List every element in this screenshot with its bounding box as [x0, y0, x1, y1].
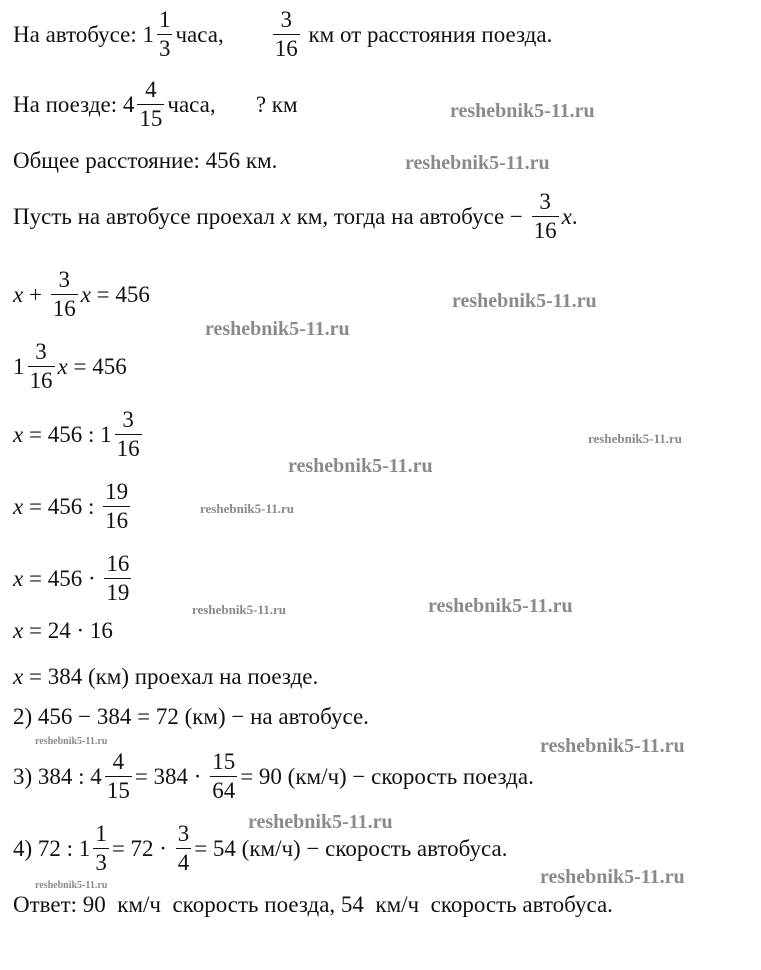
watermark: reshebnik5-11.ru — [450, 100, 595, 122]
watermark: reshebnik5-11.ru — [35, 880, 108, 891]
fraction — [273, 8, 300, 61]
denominator: 4 — [177, 850, 190, 876]
denominator: 16 — [116, 436, 140, 462]
variable: x — [80, 281, 91, 307]
text: 2) 456 − 384 = 72 (км) − на автобусе. — [13, 704, 369, 729]
text: = 384 (км) проехал на поезде. — [23, 664, 319, 689]
fraction — [176, 822, 192, 875]
text: часа, — [175, 21, 270, 47]
solution-line — [13, 148, 277, 174]
text: = 456 — [67, 353, 127, 379]
fraction — [532, 190, 559, 243]
solution-line — [13, 78, 298, 131]
watermark: reshebnik5-11.ru — [588, 431, 683, 446]
watermark: reshebnik5-11.ru — [540, 735, 685, 757]
text: = 72 · — [111, 835, 173, 861]
solution-line — [13, 480, 133, 533]
text: = 456 · — [23, 565, 102, 591]
numerator: 4 — [145, 77, 157, 102]
numerator: 3 — [539, 189, 551, 214]
text: Общее расстояние: 456 км. — [13, 148, 278, 173]
text: На поезде: 4 — [13, 91, 135, 117]
numerator: 3 — [280, 7, 292, 32]
solution-line — [13, 892, 613, 918]
numerator: 16 — [106, 551, 130, 576]
watermark: reshebnik5-11.ru — [405, 152, 550, 174]
numerator: 3 — [122, 407, 134, 432]
denominator: 16 — [52, 296, 76, 322]
numerator: 1 — [158, 7, 171, 32]
watermark: reshebnik5-11.ru — [200, 501, 295, 516]
variable: x — [13, 281, 24, 307]
text: Пусть на автобусе проехал — [13, 203, 281, 229]
denominator: 16 — [105, 508, 129, 534]
watermark: reshebnik5-11.ru — [35, 736, 108, 747]
numerator: 19 — [105, 479, 129, 504]
text: = 384 · — [134, 763, 208, 789]
variable: x — [13, 618, 24, 643]
watermark: reshebnik5-11.ru — [428, 595, 573, 617]
fraction — [93, 822, 109, 875]
numerator: 4 — [112, 749, 125, 774]
text: = 90 (км/ч) − скорость поезда. — [240, 763, 534, 789]
text: км от расстояния поезда. — [302, 21, 553, 47]
watermark: reshebnik5-11.ru — [540, 866, 685, 888]
denominator: 16 — [274, 36, 298, 62]
text: часа, ? км — [167, 91, 298, 117]
variable: x — [13, 421, 24, 447]
text: 1 — [13, 353, 25, 379]
solution-line — [13, 552, 134, 605]
denominator: 3 — [95, 850, 107, 876]
text: = 456 : — [23, 493, 101, 519]
text: = 54 (км/ч) − скорость автобуса. — [194, 835, 508, 861]
variable: x — [280, 203, 291, 229]
text: = 456 : 1 — [23, 421, 112, 447]
text: Ответ: 90 км/ч скорость поезда, 54 км/ч скорость автобуса. — [13, 892, 613, 917]
denominator: 15 — [139, 106, 163, 132]
watermark: reshebnik5-11.ru — [452, 290, 597, 312]
solution-line — [13, 268, 150, 321]
variable: x — [561, 203, 572, 229]
watermark: reshebnik5-11.ru — [192, 602, 287, 617]
denominator: 16 — [29, 368, 53, 394]
solution-line — [13, 340, 127, 393]
denominator: 15 — [106, 778, 130, 804]
text: = 24 · 16 — [23, 618, 113, 643]
text: На автобусе: 1 — [13, 21, 154, 47]
numerator: 3 — [58, 267, 70, 292]
text: = 456 — [90, 281, 150, 307]
text: 3) 384 : 4 — [13, 763, 102, 789]
watermark: reshebnik5-11.ru — [205, 318, 350, 340]
variable: x — [13, 493, 24, 519]
denominator: 3 — [158, 36, 171, 62]
fraction — [210, 750, 237, 803]
numerator: 3 — [177, 821, 190, 846]
text: . — [571, 203, 578, 229]
fraction — [28, 340, 55, 393]
solution-line — [13, 750, 534, 803]
fraction — [103, 480, 130, 533]
watermark: reshebnik5-11.ru — [288, 455, 433, 477]
fraction — [104, 552, 131, 605]
solution-line — [13, 704, 369, 730]
fraction — [157, 8, 173, 61]
fraction — [51, 268, 78, 321]
variable: x — [13, 664, 24, 689]
variable: x — [13, 565, 24, 591]
solution-line — [13, 8, 552, 61]
fraction — [105, 750, 132, 803]
text: + — [23, 281, 48, 307]
solution-line — [13, 190, 578, 243]
denominator: 16 — [533, 218, 557, 244]
numerator: 1 — [95, 821, 107, 846]
variable: x — [57, 353, 68, 379]
fraction — [115, 408, 142, 461]
denominator: 19 — [106, 580, 130, 606]
watermark: reshebnik5-11.ru — [248, 811, 393, 833]
denominator: 64 — [212, 778, 236, 804]
text: км, тогда на автобусе − — [290, 203, 529, 229]
numerator: 15 — [212, 749, 236, 774]
text: 4) 72 : 1 — [13, 835, 91, 861]
solution-line — [13, 618, 113, 644]
solution-line — [13, 408, 145, 461]
fraction — [137, 78, 164, 131]
solution-line — [13, 664, 318, 690]
numerator: 3 — [35, 339, 47, 364]
